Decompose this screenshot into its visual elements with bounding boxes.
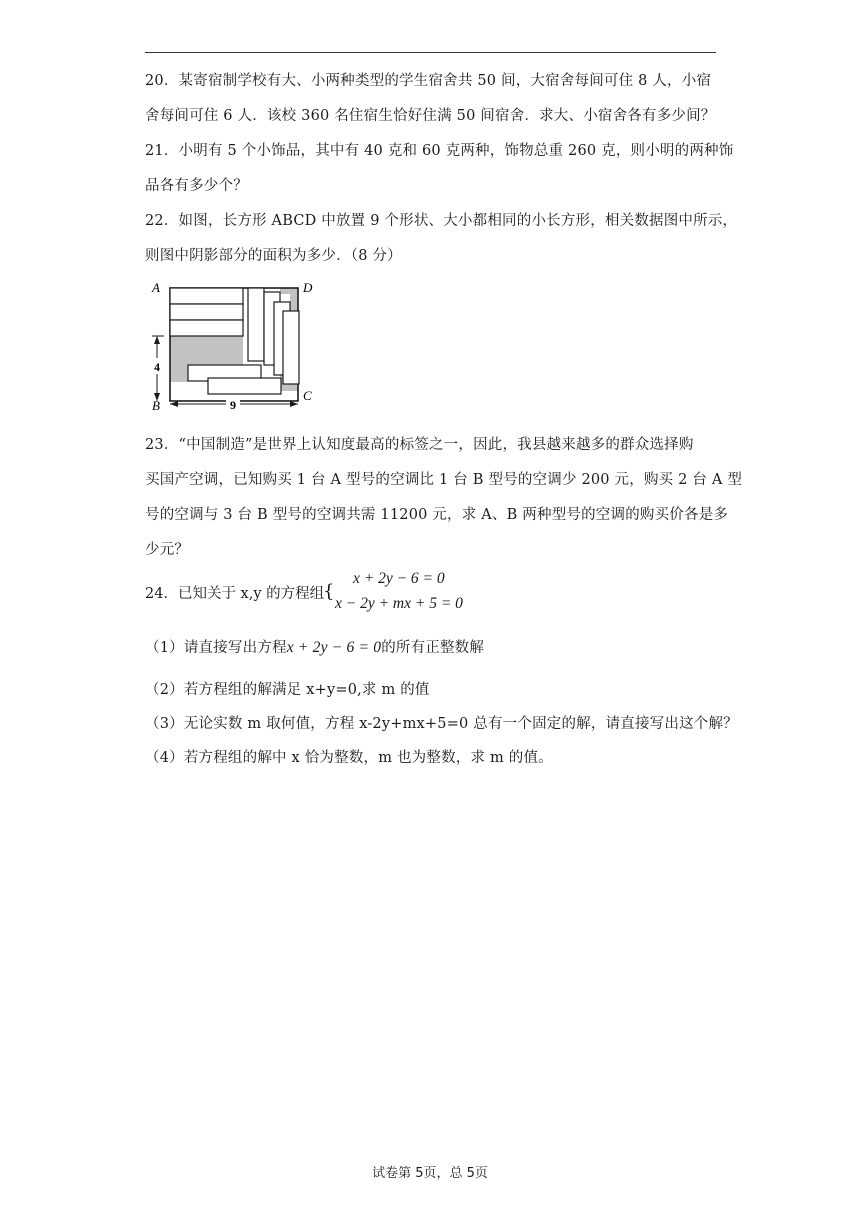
q24-part-1-equation: x + 2y − 6 = 0 [286,639,382,656]
height-label: 4 [154,360,160,374]
small-rect-9 [208,378,281,394]
q23-line-1: 23．“中国制造”是世界上认知度最高的标签之一，因此，我县越来越多的群众选择购 [145,437,694,453]
q21-line-1: 21．小明有 5 个小饰品，其中有 40 克和 60 克两种，饰物总重 260 克，则小明的两种饰 [145,143,734,159]
q22-line-2: 则图中阴影部分的面积为多少．（8 分） [145,248,402,264]
corner-label-c: C [303,388,312,403]
q22-line-1: 22．如图，长方形 ABCD 中放置 9 个形状、大小都相同的小长方形，相关数据图中所示， [145,213,738,229]
q24-equation-system [145,570,485,616]
corner-label-b: B [152,398,160,413]
q20-line-1: 20．某寄宿制学校有大、小两种类型的学生宿舍共 50 间，大宿舍每间可住 8 人，小宿 [145,73,712,89]
q24-part-3: （3）无论实数 m 取何值，方程 x-2y+mx+5=0 总有一个固定的解，请直接写出这个解？ [145,716,738,732]
q24-part-1 [145,638,484,658]
q20-line-2: 舍每间可住 6 人．该校 360 名住宿生恰好住满 50 间宿舍．求大、小宿舍各有多少间？ [145,108,716,124]
small-rect-3 [170,320,243,336]
q24-part-1-pre: （1）请直接写出方程 [145,640,287,656]
q23-line-2: 买国产空调，已知购买 1 台 A 型号的空调比 1 台 B 型号的空调少 200 元，购买 2 台 A 型 [145,472,743,488]
small-rect-7 [283,311,299,384]
page-footer: 试卷第 5页，总 5页 [372,1166,488,1181]
height-arrow-up [154,336,160,344]
q23-line-4: 少元？ [145,542,190,558]
q24-equation-1: x + 2y − 6 = 0 [353,570,445,587]
rectangle-diagram [148,278,328,413]
header-rule [145,52,716,53]
q21-line-2: 品各有多少个？ [145,178,248,194]
width-arrow-left [170,401,178,407]
q24-brace: { [323,581,335,602]
q22-figure [148,278,328,413]
small-rect-1 [170,288,243,304]
q24-part-1-post: 的所有正整数解 [381,640,485,656]
small-rect-4 [248,288,264,361]
width-arrow-right [290,401,298,407]
width-label: 9 [230,398,236,412]
q24-lead: 24．已知关于 x,y 的方程组 [145,586,325,602]
corner-label-a: A [152,280,160,295]
q24-part-2: （2）若方程组的解满足 x+y=0,求 m 的值 [145,682,430,698]
q23-line-3: 号的空调与 3 台 B 型号的空调共需 11200 元，求 A、B 两种型号的空调的购买价各是多 [145,507,729,523]
small-rect-2 [170,304,243,320]
q24-equation-2: x − 2y + mx + 5 = 0 [335,595,463,612]
corner-label-d: D [303,280,313,295]
q24-part-4: （4）若方程组的解中 x 恰为整数，m 也为整数，求 m 的值。 [145,750,553,766]
